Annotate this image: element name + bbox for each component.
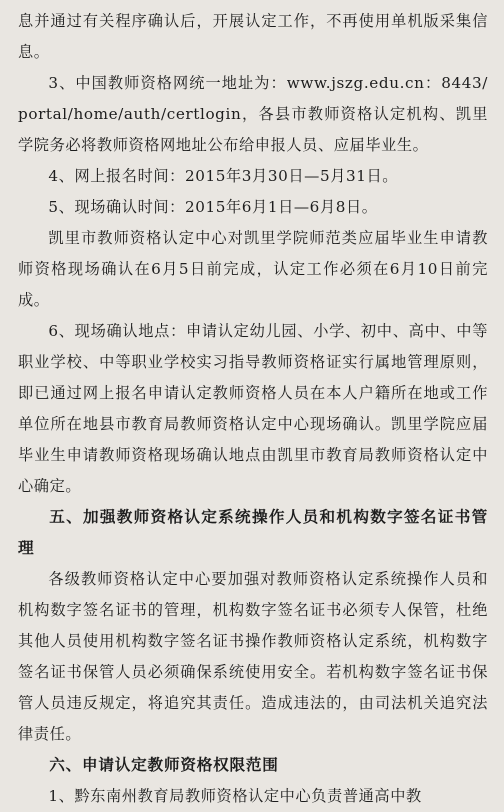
paragraph-continuation: 息并通过有关程序确认后，开展认定工作，不再使用单机版采集信息。 [18,12,488,61]
paragraph-kaili-note: 凯里市教师资格认定中心对凯里学院师范类应届毕业生申请教师资格现场确认在6月5日前完成，认定工作必须在6月10日前完成。 [18,229,488,309]
paragraph-item-5-confirmation-time: 5、现场确认时间：2015年6月1日—6月8日。 [48,198,378,216]
section-heading-6: 六、申请认定教师资格权限范围 [49,756,279,774]
paragraph-item-3-url: 3、中国教师资格网统一地址为：www.jszg.edu.cn：8443/portal/home/auth/certlogin，各县市教师资格认定机构、凯里学院务必将教师资格网地址公布给申报人员、应届毕业生。 [18,74,488,154]
paragraph-item-4-registration-time: 4、网上报名时间：2015年3月30日—5月31日。 [48,167,399,185]
paragraph-certificate-management: 各级教师资格认定中心要加强对教师资格认定系统操作人员和机构数字签名证书的管理，机构数字签名证书必须专人保管，杜绝其他人员使用机构数字签名证书操作教师资格认定系统，机构数字签名证书保管人员必须确保系统使用安全。若机构数字签名证书保管人员违反规定，将追究其责任。造成违法的，由司法机关追究法律责任。 [18,570,488,743]
section-heading-5: 五、加强教师资格认定系统操作人员和机构数字签名证书管理 [18,508,488,557]
paragraph-item-1-scope: 1、黔东南州教育局教师资格认定中心负责普通高中教 [48,787,422,805]
paragraph-item-6-location: 6、现场确认地点：申请认定幼儿园、小学、初中、高中、中等职业学校、中等职业学校实习指导教师资格证实行属地管理原则，即已通过网上报名申请认定教师资格人员在本人户籍所在地或工作单位所在地县市教育局教师资格认定中心现场确认。凯里学院应届毕业生申请教师资格现场确认地点由凯里市教育局教师资格认定中心确定。 [18,322,488,495]
